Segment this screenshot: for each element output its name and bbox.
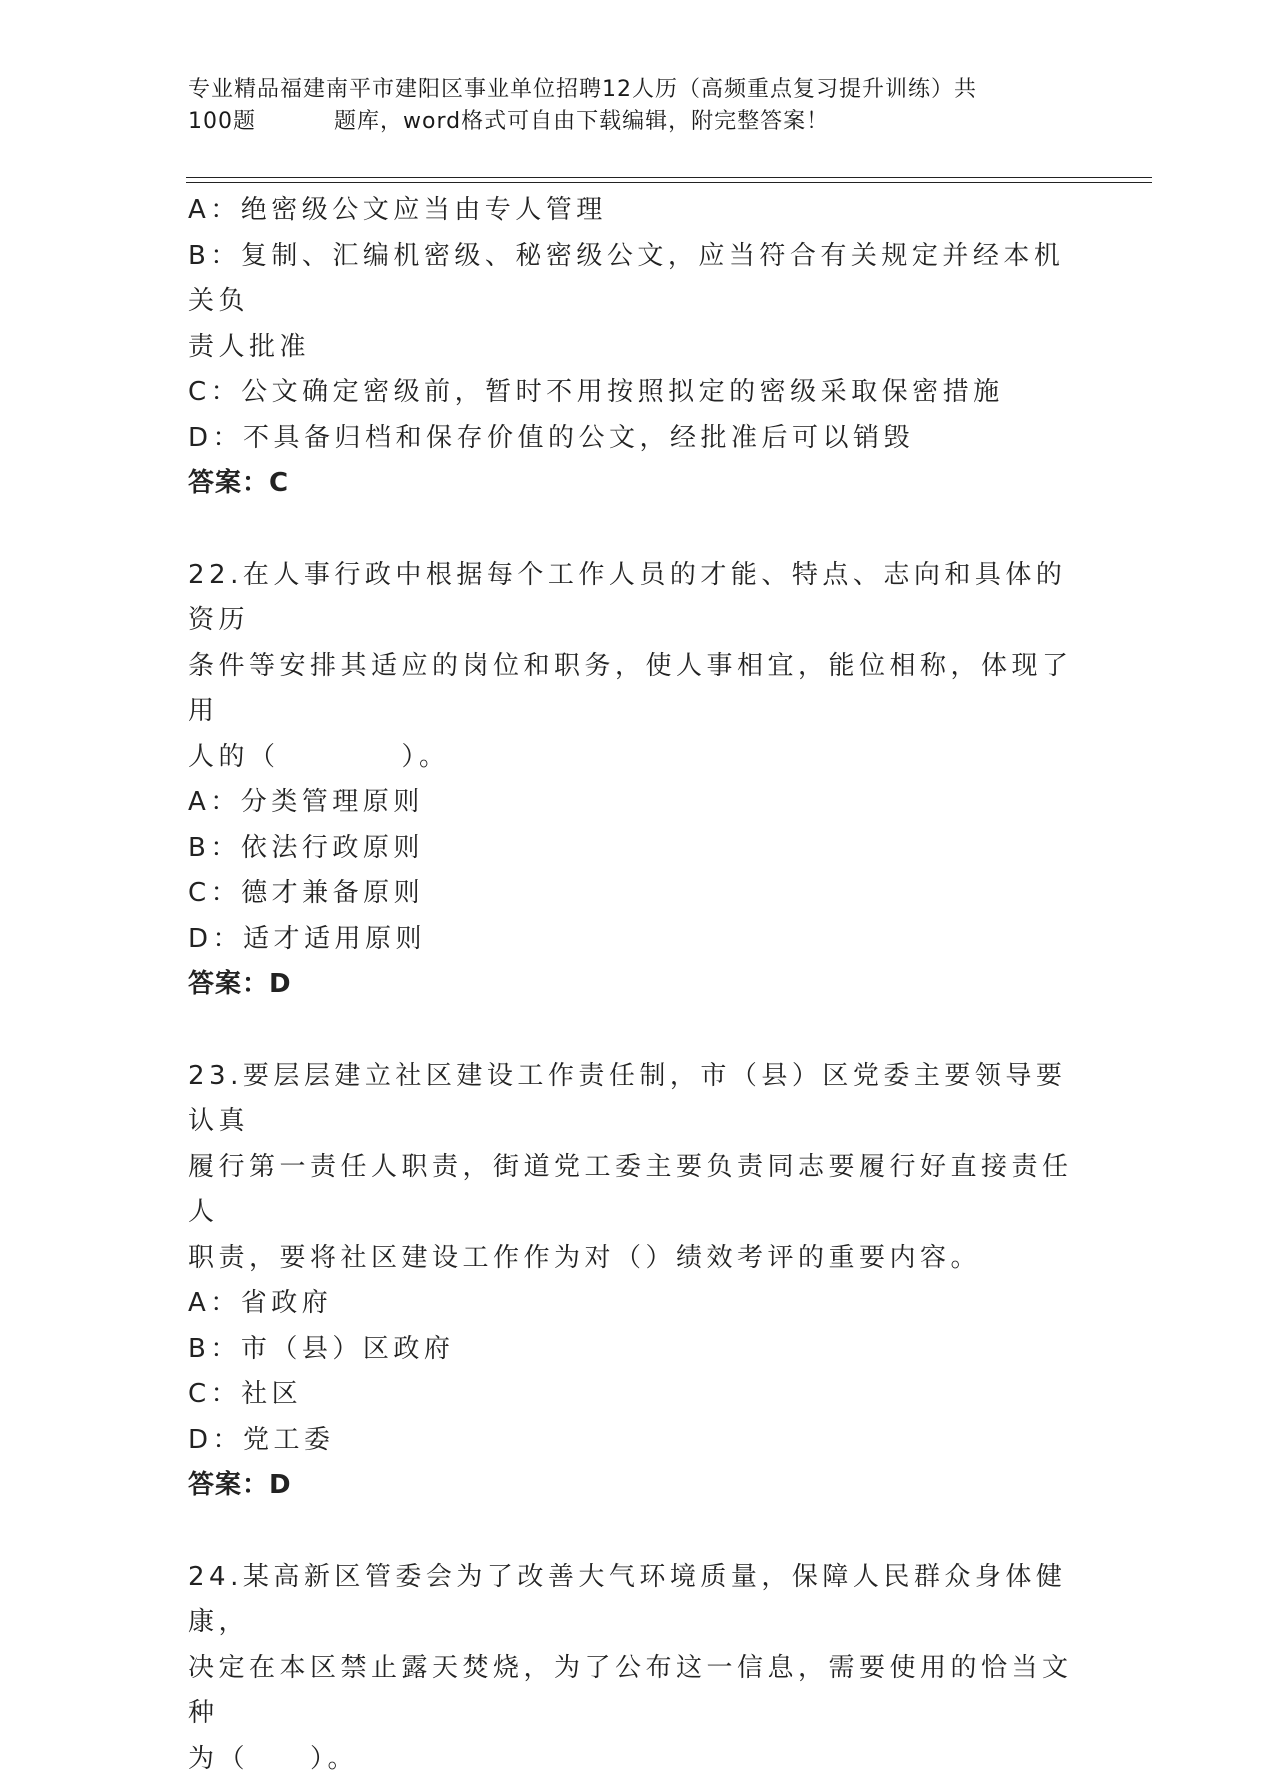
header-subtitle: 题库，word格式可自由下载编辑，附完整答案！ [334,106,829,138]
header-question-count: 100题 [188,106,256,138]
question-stem: 为（ ）。 [188,1737,1088,1782]
question-stem: 22.在人事行政中根据每个工作人员的才能、特点、志向和具体的资历 [188,553,1088,644]
question-stem: 决定在本区禁止露天焚烧，为了公布这一信息，需要使用的恰当文种 [188,1646,1088,1737]
option-a: A：省政府 [188,1281,1088,1327]
header-gap [256,106,334,138]
question-stem: 履行第一责任人职责，街道党工委主要负责同志要履行好直接责任人 [188,1145,1088,1236]
question-stem: 23.要层层建立社区建设工作责任制，市（县）区党委主要领导要认真 [188,1054,1088,1145]
header-divider-bottom [186,182,1152,183]
answer: 答案：C [188,461,1088,507]
header-divider-top [186,177,1152,178]
question-22 [188,553,1088,1008]
question-21 [188,188,1088,507]
header-title-line-1: 专业精品福建南平市建阳区事业单位招聘12人历（高频重点复习提升训练）共 [188,74,1068,106]
option-b: B：市（县）区政府 [188,1327,1088,1373]
option-c: C：社区 [188,1372,1088,1418]
document-header [188,74,1068,138]
option-c: C：公文确定密级前，暂时不用按照拟定的密级采取保密措施 [188,370,1088,416]
question-stem: 职责，要将社区建设工作作为对（）绩效考评的重要内容。 [188,1236,1088,1282]
header-title-line-2 [188,106,1068,138]
question-spacer [188,1509,1088,1555]
option-d: D：适才适用原则 [188,917,1088,963]
question-spacer [188,1008,1088,1054]
question-spacer [188,507,1088,553]
question-content [188,188,1088,1782]
question-stem: 人的（ ）。 [188,735,1088,781]
answer: 答案：D [188,1463,1088,1509]
question-24 [188,1555,1088,1782]
option-d: D：党工委 [188,1418,1088,1464]
question-stem: 条件等安排其适应的岗位和职务，使人事相宜，能位相称，体现了用 [188,644,1088,735]
answer: 答案：D [188,962,1088,1008]
option-d: D：不具备归档和保存价值的公文，经批准后可以销毁 [188,416,1088,462]
option-b: B：依法行政原则 [188,826,1088,872]
question-23 [188,1054,1088,1509]
option-a: A：分类管理原则 [188,780,1088,826]
option-c: C：德才兼备原则 [188,871,1088,917]
option-a: A：绝密级公文应当由专人管理 [188,188,1088,234]
option-b: B：复制、汇编机密级、秘密级公文，应当符合有关规定并经本机关负 [188,234,1088,325]
question-stem: 24.某高新区管委会为了改善大气环境质量，保障人民群众身体健康， [188,1555,1088,1646]
option-b-continued: 责人批准 [188,325,1088,371]
